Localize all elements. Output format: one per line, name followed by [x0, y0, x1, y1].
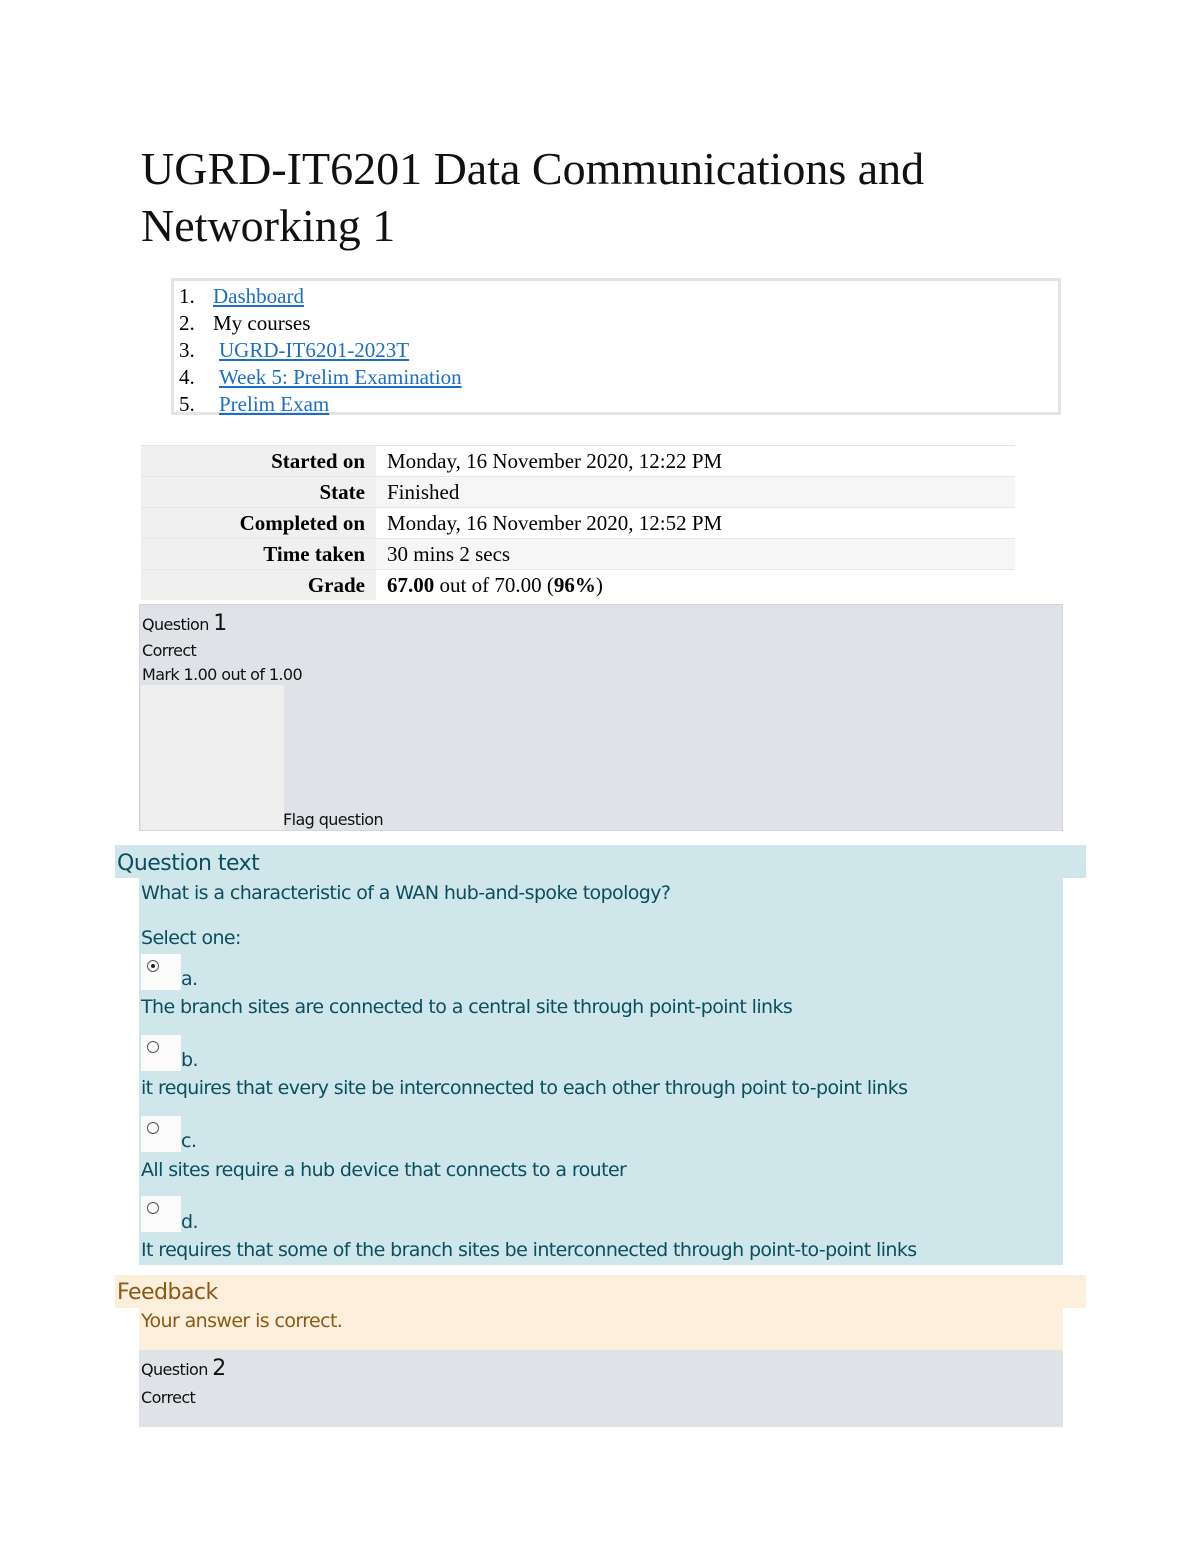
- breadcrumb-item-exam[interactable]: [179, 391, 329, 418]
- question-number: [142, 611, 227, 636]
- breadcrumb-link-dashboard[interactable]: Dashboard: [213, 284, 304, 308]
- option-b-letter: b.: [181, 1049, 199, 1071]
- time-label: Time taken: [141, 539, 376, 570]
- option-b-radio[interactable]: [147, 1041, 159, 1053]
- option-d-radio[interactable]: [147, 1202, 159, 1214]
- breadcrumb-link-exam[interactable]: Prelim Exam: [219, 392, 330, 416]
- grade-label: Grade: [141, 570, 376, 601]
- breadcrumb-item-course[interactable]: [179, 337, 409, 364]
- option-a-letter: a.: [181, 968, 198, 990]
- question-1-info: [139, 604, 1063, 831]
- question-mark: Mark 1.00 out of 1.00: [142, 665, 303, 684]
- breadcrumb-number: 1.: [179, 284, 195, 308]
- summary-row-grade: [141, 570, 1015, 601]
- breadcrumb-number: 4.: [179, 365, 195, 389]
- time-value: 30 mins 2 secs: [376, 539, 1015, 570]
- option-d-letter: d.: [181, 1211, 199, 1233]
- summary-row-time: [141, 539, 1015, 570]
- question-state: Correct: [141, 1388, 196, 1407]
- grade-score: 67.00: [387, 572, 435, 597]
- breadcrumb-item-dashboard[interactable]: [179, 283, 304, 310]
- summary-row-started: [141, 446, 1015, 477]
- started-label: Started on: [141, 446, 376, 477]
- question-prefix: Question: [142, 615, 214, 634]
- question-number: [141, 1356, 226, 1381]
- question-state: Correct: [142, 641, 197, 660]
- state-label: State: [141, 477, 376, 508]
- breadcrumb-number: 3.: [179, 338, 195, 362]
- grade-close: ): [595, 572, 603, 597]
- page-title: UGRD-IT6201 Data Communications and Networking 1: [141, 143, 925, 251]
- breadcrumb-label-my-courses: My courses: [213, 311, 311, 335]
- grade-out-of: out of 70.00 (: [434, 572, 554, 597]
- question-number-value: 2: [212, 1356, 226, 1381]
- flag-question-link[interactable]: Flag question: [283, 810, 384, 829]
- grade-percent: 96%: [553, 572, 596, 597]
- breadcrumb-link-week[interactable]: Week 5: Prelim Examination: [219, 365, 462, 389]
- completed-value: Monday, 16 November 2020, 12:52 PM: [376, 508, 1015, 539]
- question-text-heading: Question text: [115, 845, 1086, 878]
- select-one-label: Select one:: [141, 927, 241, 949]
- state-value: Finished: [376, 477, 1015, 508]
- option-b-radio-box[interactable]: [141, 1035, 181, 1071]
- breadcrumb-item-week[interactable]: [179, 364, 462, 391]
- option-c-letter: c.: [181, 1130, 197, 1152]
- started-value: Monday, 16 November 2020, 12:22 PM: [376, 446, 1015, 477]
- feedback-heading: Feedback: [115, 1275, 1086, 1308]
- breadcrumb: [171, 278, 1061, 415]
- feedback-content: [139, 1308, 1063, 1350]
- option-d-radio-box[interactable]: [141, 1196, 181, 1232]
- completed-label: Completed on: [141, 508, 376, 539]
- question-2-info: [139, 1350, 1063, 1427]
- question-1-content: [139, 878, 1063, 1265]
- attempt-summary-table: [141, 445, 1015, 600]
- option-a-text[interactable]: The branch sites are connected to a central site through point-point links: [141, 996, 793, 1018]
- summary-row-state: [141, 477, 1015, 508]
- grade-value: [376, 570, 1015, 601]
- flag-area: [141, 685, 284, 830]
- question-number-value: 1: [213, 611, 227, 636]
- breadcrumb-link-course[interactable]: UGRD-IT6201-2023T: [219, 338, 410, 362]
- option-c-radio-box[interactable]: [141, 1116, 181, 1152]
- question-text: What is a characteristic of a WAN hub-and-spoke topology?: [141, 882, 671, 904]
- feedback-text: Your answer is correct.: [141, 1310, 343, 1332]
- breadcrumb-number: 2.: [179, 311, 195, 335]
- breadcrumb-number: 5.: [179, 392, 195, 416]
- option-c-text[interactable]: All sites require a hub device that connects to a router: [141, 1159, 627, 1181]
- option-d-text[interactable]: It requires that some of the branch sites be interconnected through point-to-point links: [141, 1239, 917, 1261]
- summary-row-completed: [141, 508, 1015, 539]
- breadcrumb-item-my-courses: [179, 310, 310, 337]
- option-a-radio-box[interactable]: [141, 954, 181, 990]
- option-b-text[interactable]: it requires that every site be interconnected to each other through point to-point links: [141, 1077, 908, 1099]
- option-a-radio[interactable]: [147, 960, 159, 972]
- question-prefix: Question: [141, 1360, 213, 1379]
- option-c-radio[interactable]: [147, 1122, 159, 1134]
